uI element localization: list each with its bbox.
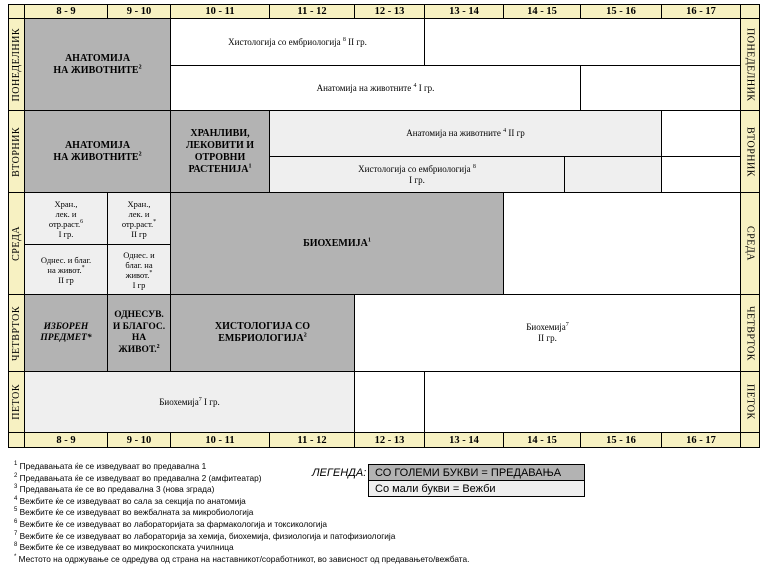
footnote-3: $^3$ Предавањата ќе се во предавална 3 (нова зграда) — [14, 484, 215, 495]
time-header-bottom: 16 - 17 — [661, 432, 741, 448]
day-label-friday: ПЕТОК — [8, 371, 25, 433]
legend-exercise: Со мали букви = Вежби — [368, 480, 585, 497]
corner-bottom-right — [740, 432, 760, 448]
time-header-bottom: 10 - 11 — [170, 432, 270, 448]
time-header-top: 13 - 14 — [424, 4, 504, 19]
time-header-top: 14 - 15 — [503, 4, 581, 19]
corner-top-left — [8, 4, 25, 19]
thursday-husbandry-lecture: ОДНЕСУВ. И БЛАГОС. НА ЖИВОТ.$^2$ — [107, 294, 171, 372]
footnote-6: $^6$ Вежбите ќе се изведуваат во лабораторијата за фармакологија и токсикологија — [14, 518, 328, 529]
day-label-tuesday-right: ВТОРНИК — [740, 110, 760, 193]
tuesday-empty-late-2 — [661, 156, 741, 193]
footnote-asterisk: * Местото на одржување се одредува од страна на наставникот/соработникот, во зависност од предавањето/вежбата. — [14, 553, 470, 564]
thursday-biochemistry-exercise: Биохемија$^7$ II гр. — [354, 294, 741, 372]
time-header-bottom: 11 - 12 — [269, 432, 355, 448]
footnote-4: $^4$ Вежбите ќе се изведуваат во сала за секција по анатомија — [14, 495, 246, 506]
wednesday-empty-afternoon — [503, 192, 741, 295]
day-label-thursday-right: ЧЕТВРТОК — [740, 294, 760, 372]
monday-anatomy-lecture: АНАТОМИЈА НА ЖИВОТНИТЕ$^2$ — [24, 18, 171, 111]
monday-empty-late — [580, 65, 741, 111]
friday-empty-afternoon — [424, 371, 741, 433]
monday-empty-afternoon — [424, 18, 741, 66]
corner-bottom-left — [8, 432, 25, 448]
thursday-histology-lecture: ХИСТОЛОГИЈА СО ЕМБРИОЛОГИЈА$^2$ — [170, 294, 355, 372]
day-label-monday-right: ПОНЕДЕЛНИК — [740, 18, 760, 111]
footnote-5: $^5$ Вежбите ќе се изведуваат во вежбалната за микробиологија — [14, 507, 254, 518]
tuesday-histology-exercise: Хистологија со ембриологија $^8$ I гр. — [269, 156, 565, 193]
wednesday-plants-exercise-1: Хран., лек. и отр.раст.$^6$ I гр. — [24, 192, 108, 245]
time-header-top: 16 - 17 — [661, 4, 741, 19]
footnote-7: $^7$ Вежбите ќе се изведуваат во лабораторија за хемија, биохемија, физиологија и патофизиологија — [14, 530, 396, 541]
thursday-elective-subject: ИЗБОРЕН ПРЕДМЕТ* — [24, 294, 108, 372]
wednesday-husbandry-exercise-2: Однес. и благ. на живот.* I гр — [107, 244, 171, 295]
time-header-bottom: 14 - 15 — [503, 432, 581, 448]
time-header-top: 10 - 11 — [170, 4, 270, 19]
wednesday-husbandry-exercise-1: Однес. и благ. на живот.* II гр — [24, 244, 108, 295]
wednesday-plants-exercise-2: Хран., лек. и отр.раст.* II гр — [107, 192, 171, 245]
time-header-bottom: 12 - 13 — [354, 432, 425, 448]
day-label-friday-right: ПЕТОК — [740, 371, 760, 433]
monday-anatomy-exercise: Анатомија на животните $^4$ I гр. — [170, 65, 581, 111]
time-header-bottom: 9 - 10 — [107, 432, 171, 448]
wednesday-biochemistry-lecture: БИОХЕМИЈА$^1$ — [170, 192, 504, 295]
footnote-1: $^1$ Предавањата ќе се изведуваат во предавална 1 — [14, 461, 207, 471]
day-label-monday: ПОНЕДЕЛНИК — [8, 18, 25, 111]
tuesday-empty-mid — [564, 156, 662, 193]
tuesday-anatomy-lecture: АНАТОМИЈА НА ЖИВОТНИТЕ$^2$ — [24, 110, 171, 193]
day-label-thursday: ЧЕТВРТОК — [8, 294, 25, 372]
friday-empty-noon — [354, 371, 425, 433]
monday-histology-exercise: Хистологија со ембриологија $^8$ II гр. — [170, 18, 425, 66]
friday-biochemistry-exercise: Биохемија$^7$ I гр. — [24, 371, 355, 433]
legend-label: ЛЕГЕНДА: — [312, 467, 367, 479]
day-label-wednesday-right: СРЕДА — [740, 192, 760, 295]
tuesday-anatomy-exercise: Анатомија на животните $^4$ II гр — [269, 110, 662, 157]
tuesday-empty-late-1 — [661, 110, 741, 157]
time-header-top: 8 - 9 — [24, 4, 108, 19]
time-header-top: 9 - 10 — [107, 4, 171, 19]
footnote-2: $^2$ Предавањата ќе се изведуваат во предавална 2 (амфитеатар) — [14, 472, 262, 483]
time-header-top: 15 - 16 — [580, 4, 662, 19]
time-header-top: 12 - 13 — [354, 4, 425, 19]
day-label-wednesday: СРЕДА — [8, 192, 25, 295]
footnote-8: $^8$ Вежбите ќе се изведуваат во микроскопската училница — [14, 542, 234, 553]
time-header-top: 11 - 12 — [269, 4, 355, 19]
legend-lecture: СО ГОЛЕМИ БУКВИ = ПРЕДАВАЊА — [368, 464, 585, 481]
day-label-tuesday: ВТОРНИК — [8, 110, 25, 193]
time-header-bottom: 15 - 16 — [580, 432, 662, 448]
corner-top-right — [740, 4, 760, 19]
tuesday-plants-lecture: ХРАНЛИВИ, ЛЕКОВИТИ И ОТРОВНИ РАСТЕНИЈА$^1$ — [170, 110, 270, 193]
time-header-bottom: 13 - 14 — [424, 432, 504, 448]
time-header-bottom: 8 - 9 — [24, 432, 108, 448]
